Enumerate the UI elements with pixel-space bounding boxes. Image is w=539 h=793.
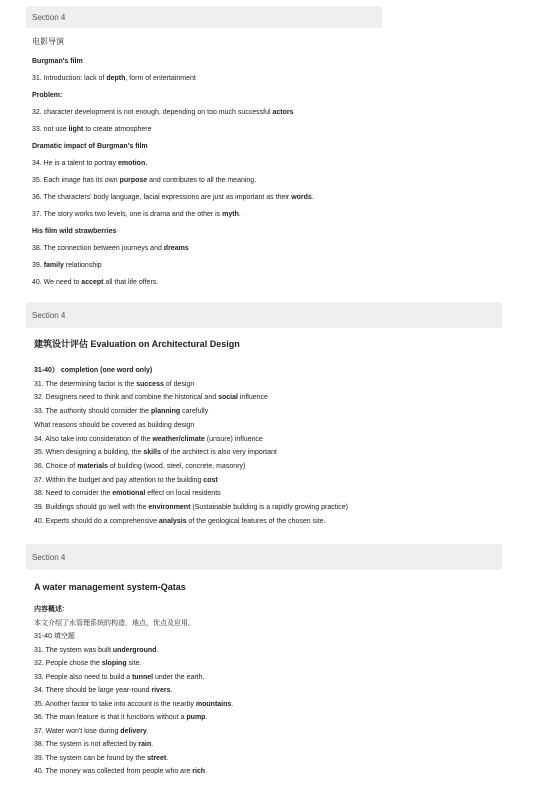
- answer-word: emotional: [112, 490, 146, 498]
- answer-word: pump: [186, 714, 206, 721]
- answer-word: actors: [272, 109, 294, 116]
- item-text: 34. Also take into consideration of the: [34, 435, 153, 443]
- list-item: [34, 713, 207, 722]
- item-text: 37. Within the budget and pay attention to the building: [34, 476, 204, 484]
- section-2: [26, 302, 502, 532]
- answer-word: depth: [106, 75, 126, 82]
- list-item: [34, 435, 263, 444]
- item-text: 39. The system can be found by the: [34, 754, 148, 762]
- answer-word: emotion.: [118, 160, 148, 167]
- answer-word: street: [147, 754, 167, 762]
- item-text: 38. Need to consider the: [34, 490, 113, 498]
- item-text: of the geological features of the chosen site.: [186, 517, 326, 525]
- section-title: A water management system-Qatas: [34, 582, 186, 592]
- item-text: under the earth.: [153, 673, 205, 681]
- list-item: [32, 159, 147, 168]
- answer-word: planning: [151, 408, 181, 416]
- section-3: [26, 544, 502, 789]
- list-item: [34, 489, 221, 498]
- item-text: 35. Each image has its own: [32, 177, 120, 184]
- list-item: [32, 125, 151, 134]
- item-text: site.: [126, 660, 142, 667]
- item-text: .: [156, 646, 159, 654]
- section-1: [26, 6, 382, 296]
- subheading: His film wild strawberries: [32, 228, 117, 235]
- section-label: Section 4: [32, 12, 66, 22]
- item-text: all that life offers.: [103, 279, 159, 286]
- item-text: 32. character development is not enough, depending on too much successful: [32, 109, 273, 116]
- answer-word: family: [43, 262, 64, 269]
- item-text: .: [311, 194, 314, 201]
- answer-word: dreams: [163, 245, 189, 252]
- list-item: [34, 380, 194, 389]
- item-text: 32. People chose the: [34, 660, 102, 667]
- item-text: 40. We need to: [32, 279, 82, 286]
- item-text: 34. There should be large year-round: [34, 687, 152, 694]
- list-item: [34, 646, 158, 655]
- text-line: 本文介绍了水管理系统的构造，地点，优点及应用。: [34, 619, 195, 627]
- item-text: .: [238, 211, 241, 218]
- item-text: 33. The authority should consider the: [34, 408, 152, 416]
- item-text: .: [146, 727, 149, 735]
- list-item: [34, 407, 208, 416]
- answer-word: analysis: [158, 517, 187, 525]
- item-text: of design: [163, 380, 195, 388]
- item-text: , form of entertainment: [125, 75, 196, 82]
- answer-word: tunnel: [132, 673, 154, 681]
- item-text: (Sustainable building is a rapidly growing practice): [190, 504, 349, 511]
- list-item: [34, 686, 172, 695]
- answer-word: light: [68, 126, 84, 133]
- list-item: [34, 754, 168, 763]
- list-item: [34, 740, 153, 749]
- item-text: .: [231, 700, 234, 708]
- list-item: [32, 261, 102, 270]
- subheading: Dramatic impact of Burgman's film: [32, 143, 148, 150]
- section-header: [26, 6, 382, 28]
- item-text: 38. The system is not affected by: [34, 741, 139, 748]
- section-title: 建筑设计评估 Evaluation on Architectural Design: [34, 339, 240, 349]
- item-text: and contributes to all the meaning.: [147, 177, 257, 184]
- text-line: 31-40 填空题: [34, 633, 75, 640]
- subheading: 内容概述:: [34, 606, 65, 613]
- item-text: 39. Buildings should go well with the: [34, 504, 149, 511]
- item-text: 31. Introduction: lack of: [32, 75, 107, 82]
- item-text: 35. Another factor to take into account is the nearby: [34, 700, 196, 708]
- item-text: relationship: [63, 262, 102, 269]
- list-item: [34, 462, 245, 471]
- section-label: Section 4: [32, 552, 66, 562]
- answer-word: rich: [192, 768, 206, 775]
- list-item: [32, 176, 256, 185]
- list-item: [32, 193, 314, 202]
- list-item: [32, 108, 294, 117]
- list-item: [34, 503, 348, 512]
- item-text: 34. He is a talent to portray: [32, 160, 118, 167]
- item-text: 37. Water won't lose during: [34, 727, 121, 735]
- item-text: (unsure) influence: [204, 435, 263, 443]
- answer-word: myth: [222, 211, 239, 218]
- item-text: .: [166, 754, 169, 762]
- item-text: of building (wood, steel, concrete, masonry): [107, 462, 246, 470]
- item-text: 40. The money was collected from people who are: [34, 768, 193, 775]
- item-text: 39.: [32, 262, 44, 269]
- list-item: [34, 673, 204, 682]
- section-header: [26, 302, 502, 328]
- item-text: influence: [237, 394, 268, 402]
- answer-word: delivery: [120, 727, 147, 735]
- item-text: 32. Designers need to think and combine the historical and: [34, 394, 219, 402]
- answer-word: weather/climate: [152, 435, 205, 443]
- list-item: [32, 278, 158, 287]
- item-text: .: [205, 714, 208, 721]
- list-item: [32, 244, 189, 253]
- answer-word: underground: [112, 646, 157, 654]
- answer-word: rain: [138, 741, 152, 748]
- item-text: 35. When designing a building, the: [34, 449, 144, 457]
- list-item: [34, 448, 277, 457]
- item-text: 37. The story works two levels, one is drama and the other is: [32, 211, 223, 218]
- answer-word: purpose: [119, 177, 148, 184]
- text-line: What reasons should be covered as building design: [34, 421, 195, 429]
- item-text: carefully: [180, 408, 209, 416]
- item-text: effect on local residents: [145, 490, 221, 498]
- item-text: 33. People also need to build a: [34, 673, 133, 681]
- list-item: [32, 74, 196, 83]
- item-text: .: [170, 687, 173, 694]
- item-text: 36. The main feature is that it functions without a: [34, 714, 187, 721]
- answer-word: mountains: [195, 700, 232, 708]
- answer-word: materials: [77, 462, 108, 470]
- item-text: 36. Choice of: [34, 462, 78, 470]
- answer-word: environment: [148, 504, 191, 511]
- list-item: [34, 517, 325, 526]
- subheading: Problem:: [32, 92, 63, 99]
- item-text: to create atmosphere: [83, 126, 152, 133]
- item-text: .: [151, 741, 154, 748]
- list-item: [34, 767, 207, 776]
- answer-word: social: [218, 394, 238, 402]
- item-text: 33. not use: [32, 126, 69, 133]
- subheading: 31-40） completion (one word only): [34, 367, 153, 374]
- list-item: [34, 476, 218, 485]
- item-text: .: [205, 768, 208, 775]
- answer-word: rivers: [151, 687, 171, 694]
- answer-word: skills: [143, 449, 161, 457]
- list-item: [34, 727, 149, 736]
- list-item: [34, 393, 268, 402]
- item-text: 31. The system was built: [34, 646, 113, 654]
- section-title: 电影导演: [32, 37, 64, 46]
- subheading: Burgman's film: [32, 58, 83, 65]
- answer-word: words: [291, 194, 312, 201]
- answer-word: sloping: [101, 660, 127, 667]
- item-text: 38. The connection between journeys and: [32, 245, 164, 252]
- list-item: [34, 659, 141, 668]
- answer-word: accept: [81, 279, 104, 286]
- section-header: [26, 544, 502, 570]
- section-label: Section 4: [32, 310, 66, 320]
- answer-word: success: [136, 380, 164, 388]
- item-text: of the architect is also very important: [160, 449, 277, 457]
- item-text: 31. The determining factor is the: [34, 380, 137, 388]
- answer-word: cost: [203, 476, 218, 484]
- item-text: 36. The characters' body language, facial expressions are just as important as their: [32, 194, 292, 201]
- list-item: [32, 210, 241, 219]
- item-text: 40. Experts should do a comprehensive: [34, 517, 159, 525]
- list-item: [34, 700, 233, 709]
